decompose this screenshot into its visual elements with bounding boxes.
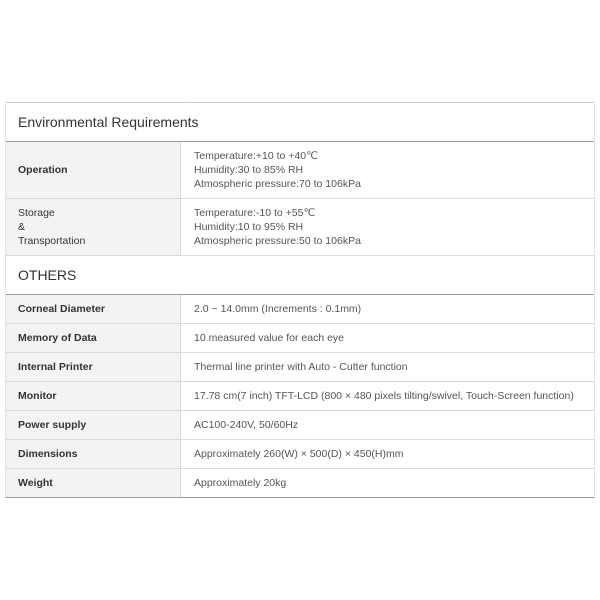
- spec-table: [5, 102, 595, 498]
- spec-value-line: Atmospheric pressure:50 to 106kPa: [194, 235, 361, 247]
- spec-value-storage: [181, 199, 594, 255]
- spec-label-line: &: [18, 221, 26, 233]
- spec-label: Dimensions: [6, 440, 181, 468]
- spec-value-line: Temperature:-10 to +55℃: [194, 207, 316, 219]
- spec-value: Thermal line printer with Auto - Cutter function: [194, 361, 408, 373]
- spec-row-operation: [6, 142, 594, 198]
- spec-value: 17.78 cm(7 inch) TFT-LCD (800 × 480 pixels tilting/swivel, Touch-Screen function): [194, 390, 574, 402]
- spec-label-storage: [6, 199, 181, 255]
- spec-label-line: Transportation: [18, 235, 86, 247]
- section-title-environmental: Environmental Requirements: [6, 103, 594, 142]
- spec-label-line: Storage: [18, 207, 55, 219]
- spec-label: Power supply: [6, 411, 181, 439]
- spec-row: [6, 295, 594, 323]
- spec-label: Internal Printer: [6, 353, 181, 381]
- spec-row: [6, 323, 594, 352]
- spec-label-operation: Operation: [6, 142, 181, 198]
- spec-label: Monitor: [6, 382, 181, 410]
- spec-row: [6, 439, 594, 468]
- spec-label: Memory of Data: [6, 324, 181, 352]
- spec-value-line: Temperature:+10 to +40℃: [194, 150, 318, 162]
- spec-value-line: Atmospheric pressure:70 to 106kPa: [194, 178, 361, 190]
- spec-label: Corneal Diameter: [6, 295, 181, 323]
- spec-row: [6, 352, 594, 381]
- spec-value-operation: [181, 142, 594, 198]
- spec-value: 10 measured value for each eye: [194, 332, 345, 344]
- section-title-others: OTHERS: [6, 255, 594, 295]
- spec-value: Approximately 260(W) × 500(D) × 450(H)mm: [194, 448, 404, 460]
- spec-row-storage: [6, 198, 594, 255]
- spec-value: 2.0 ~ 14.0mm (Increments : 0.1mm): [194, 303, 362, 315]
- spec-value-line: Humidity:10 to 95% RH: [194, 221, 304, 233]
- spec-row: [6, 468, 594, 497]
- spec-label: Weight: [6, 469, 181, 497]
- column-divider-tick: [186, 101, 187, 103]
- spec-value-line: Humidity:30 to 85% RH: [194, 164, 304, 176]
- spec-value: Approximately 20kg: [194, 477, 287, 489]
- spec-row: [6, 410, 594, 439]
- spec-value: AC100-240V, 50/60Hz: [194, 419, 299, 431]
- spec-row: [6, 381, 594, 410]
